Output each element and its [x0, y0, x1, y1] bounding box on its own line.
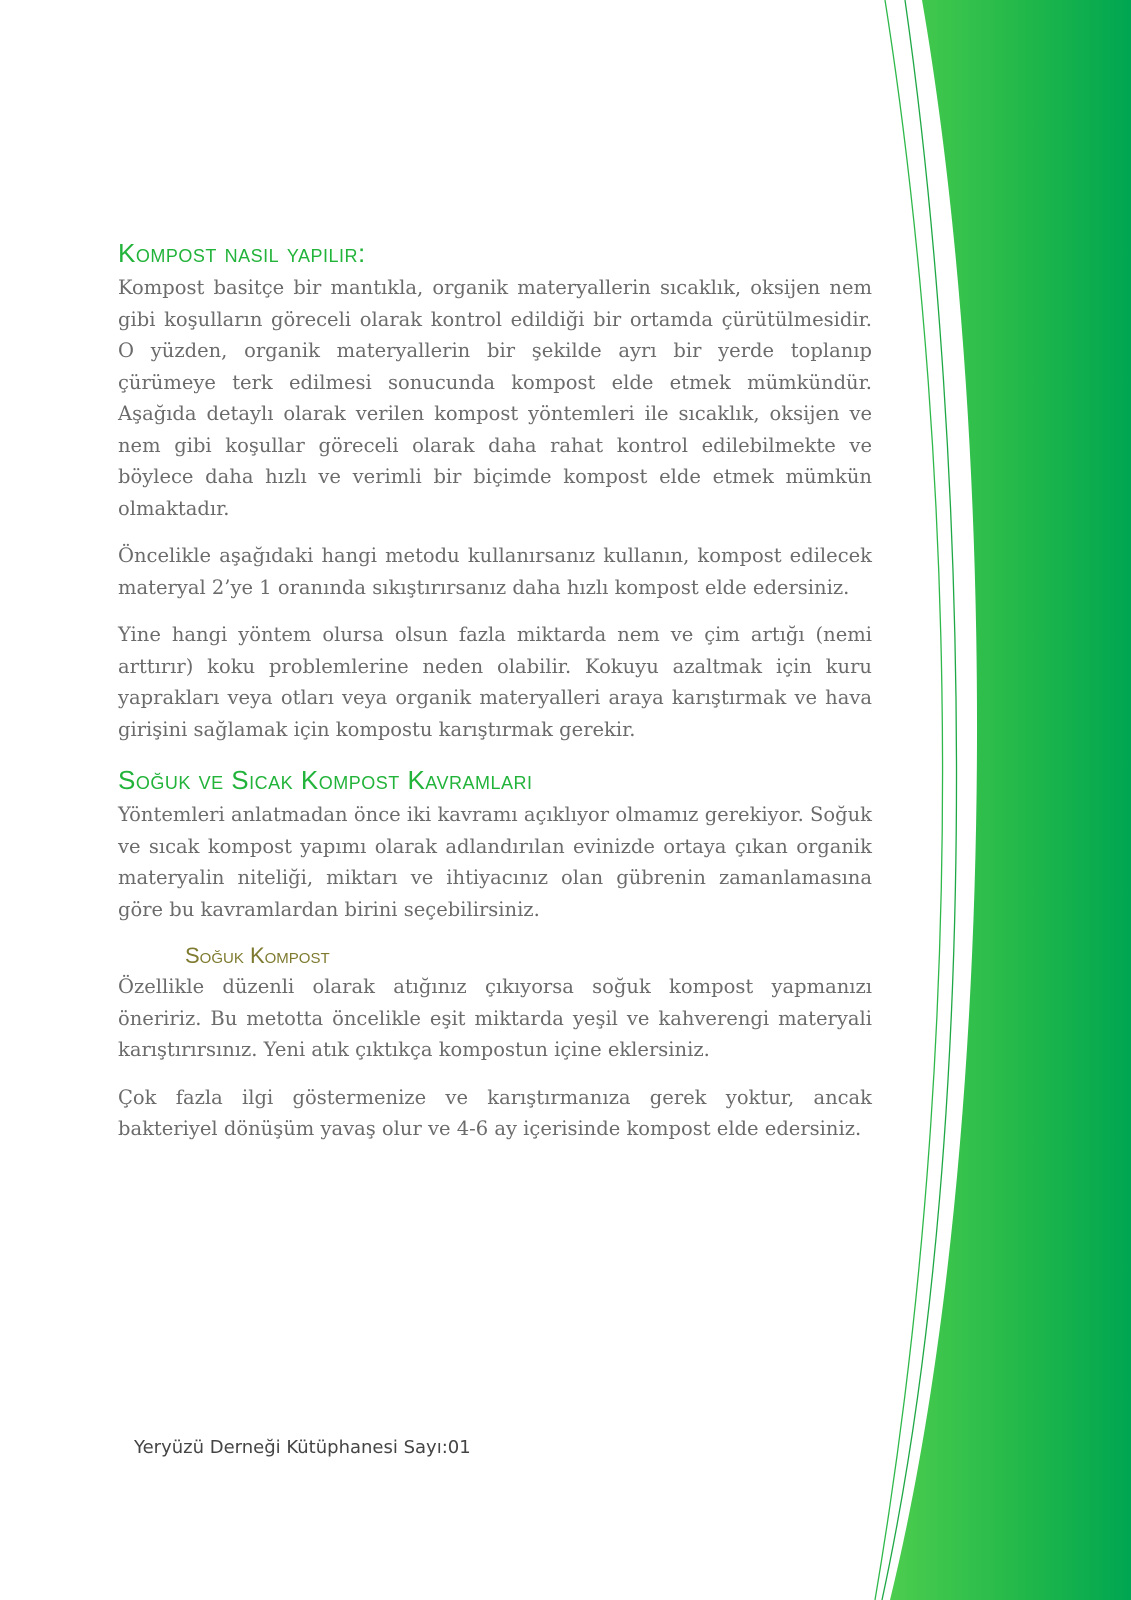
paragraph: Özellikle düzenli olarak atığınız çıkıyorsa soğuk kompost yapmanızı öneririz. Bu metotta öncelikle eşit miktarda yeşil ve kahverengi materyali karıştırırsınız. Yeni atık çıktıkça kompostun içine eklersiniz. — [118, 975, 872, 1061]
green-swoosh-fill — [890, 0, 1131, 1600]
document-body — [118, 236, 872, 1161]
paragraph: Çok fazla ilgi göstermenize ve karıştırmanıza gerek yoktur, ancak bakteriyel dönüşüm yavaş olur ve 4-6 ay içerisinde kompost elde edersiniz. — [118, 1085, 872, 1140]
footer-library-issue: Yeryüzü Derneği Kütüphanesi Sayı:01 — [134, 1437, 471, 1458]
heading-soguk-sicak-kavramlari: Soğuk ve Sıcak Kompost Kavramları — [118, 765, 533, 795]
subheading-soguk-kompost: Soğuk Kompost — [185, 943, 330, 968]
paragraph: Yine hangi yöntem olursa olsun fazla miktarda nem ve çim artığı (nemi arttırır) koku problemlerine neden olabilir. Kokuyu azaltmak için kuru yaprakları veya otları veya organik materyalleri araya karıştırmak ve hava girişini sağlamak için kompostu karıştırmak gerekir. — [118, 623, 872, 741]
paragraph: Yöntemleri anlatmadan önce iki kavramı açıklıyor olmamız gerekiyor. Soğuk ve sıcak kompost yapımı olarak adlandırılan evinizde ortaya çıkan organik materyalin niteliği, miktarı ve ihtiyacınız olan gübrenin zamanlamasına göre bu kavramlardan birini seçebilirsiniz. — [118, 803, 872, 921]
paragraph: Kompost basitçe bir mantıkla, organik materyallerin sıcaklık, oksijen nem gibi koşulların göreceli olarak kontrol edildiği bir ortamda çürütülmesidir. O yüzden, organik materyallerin bir şekilde ayrı bir yerde toplanıp çürümeye terk edilmesi sonucunda kompost elde etmek mümkündür. Aşağıda detaylı olarak verilen kompost yöntemleri ile sıcaklık, oksijen ve nem gibi koşullar göreceli olarak daha rahat kontrol edilebilmekte ve böylece daha hızlı ve verimli bir biçimde kompost elde etmek mümkün olmaktadır. — [118, 276, 872, 520]
paragraph: Öncelikle aşağıdaki hangi metodu kullanırsanız kullanın, kompost edilecek materyal 2’ye 1 oranında sıkıştırırsanız daha hızlı kompost elde edersiniz. — [118, 544, 872, 599]
heading-kompost-nasil-yapilir: Kompost nasıl yapılır: — [118, 238, 366, 268]
